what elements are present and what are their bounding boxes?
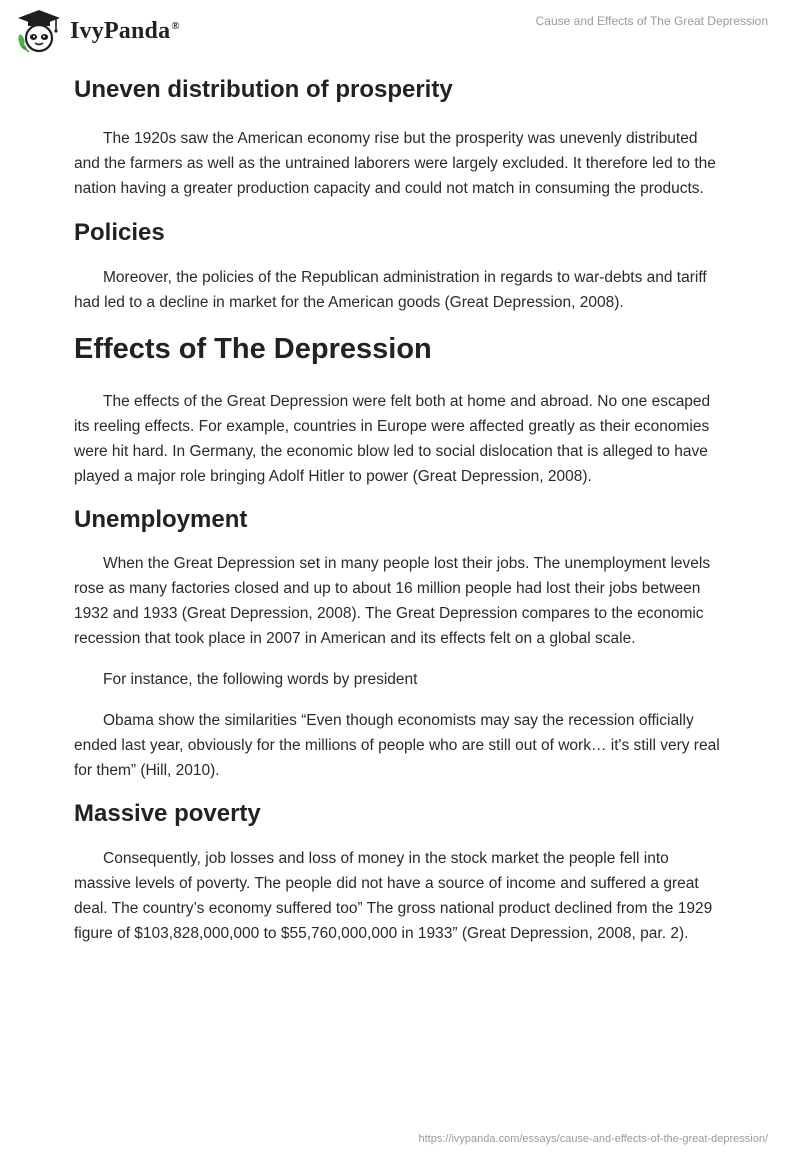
brand-name: IvyPanda® <box>70 17 180 44</box>
paragraph: When the Great Depression set in many people lost their jobs. The unemployment levels rose as many factories closed and up to about 16 million people had lost their jobs between 1932 and 1933 (Great Depression, 2008). The Great Depression compares to the economic recession that took place in 2007 in American and its effects felt on a global scale. <box>74 555 711 647</box>
source-url[interactable]: https://ivypanda.com/essays/cause-and-effects-of-the-great-depression/ <box>418 1133 768 1145</box>
section-heading: Policies <box>74 219 165 246</box>
paragraph: The 1920s saw the American economy rise but the prosperity was unevenly distributed and the farmers as well as the untrained laborers were largely excluded. It therefore led to the nation having a greater production capacity and could not match in consuming the products. <box>74 130 716 197</box>
section-effects <box>74 330 724 489</box>
brand-logo[interactable] <box>14 8 180 54</box>
paragraph: Moreover, the policies of the Republican administration in regards to war-debts and tariff had led to a decline in market for the American goods (Great Depression, 2008). <box>74 269 707 311</box>
section-heading: Uneven distribution of prosperity <box>74 76 453 103</box>
section-massive-poverty <box>74 798 724 946</box>
paragraph: Consequently, job losses and loss of money in the stock market the people fell into massive levels of poverty. The people did not have a source of income and suffered a great deal. The country’s economy suffered too” The gross national product declined from the 1929 figure of $103,828,000,000 to $55,760,000,000 in 1933” (Great Depression, 2008, par. 2). <box>74 850 713 942</box>
major-heading: Effects of The Depression <box>74 333 432 365</box>
paragraph: The effects of the Great Depression were felt both at home and abroad. No one escaped its reeling effects. For example, countries in Europe were affected greatly as their economies were hit hard. In Germany, the economic blow led to social dislocation that is alleged to have played a major role bringing Adolf Hitler to power (Great Depression, 2008). <box>74 393 711 485</box>
article-body <box>74 72 724 946</box>
paragraph: Obama show the similarities “Even though economists may say the recession officially ended last year, obviously for the millions of people who are still out of work… it's still very real for them” (Hill, 2010). <box>74 712 720 779</box>
registered-mark: ® <box>171 19 180 32</box>
paragraph: For instance, the following words by president <box>103 671 418 688</box>
section-heading: Massive poverty <box>74 800 261 827</box>
page-header <box>0 0 800 64</box>
panda-logo-icon <box>14 8 64 54</box>
section-heading: Unemployment <box>74 506 248 533</box>
section-uneven-distribution <box>74 74 724 201</box>
document-title: Cause and Effects of The Great Depression <box>535 14 768 28</box>
section-unemployment <box>74 504 724 783</box>
section-policies <box>74 217 724 315</box>
